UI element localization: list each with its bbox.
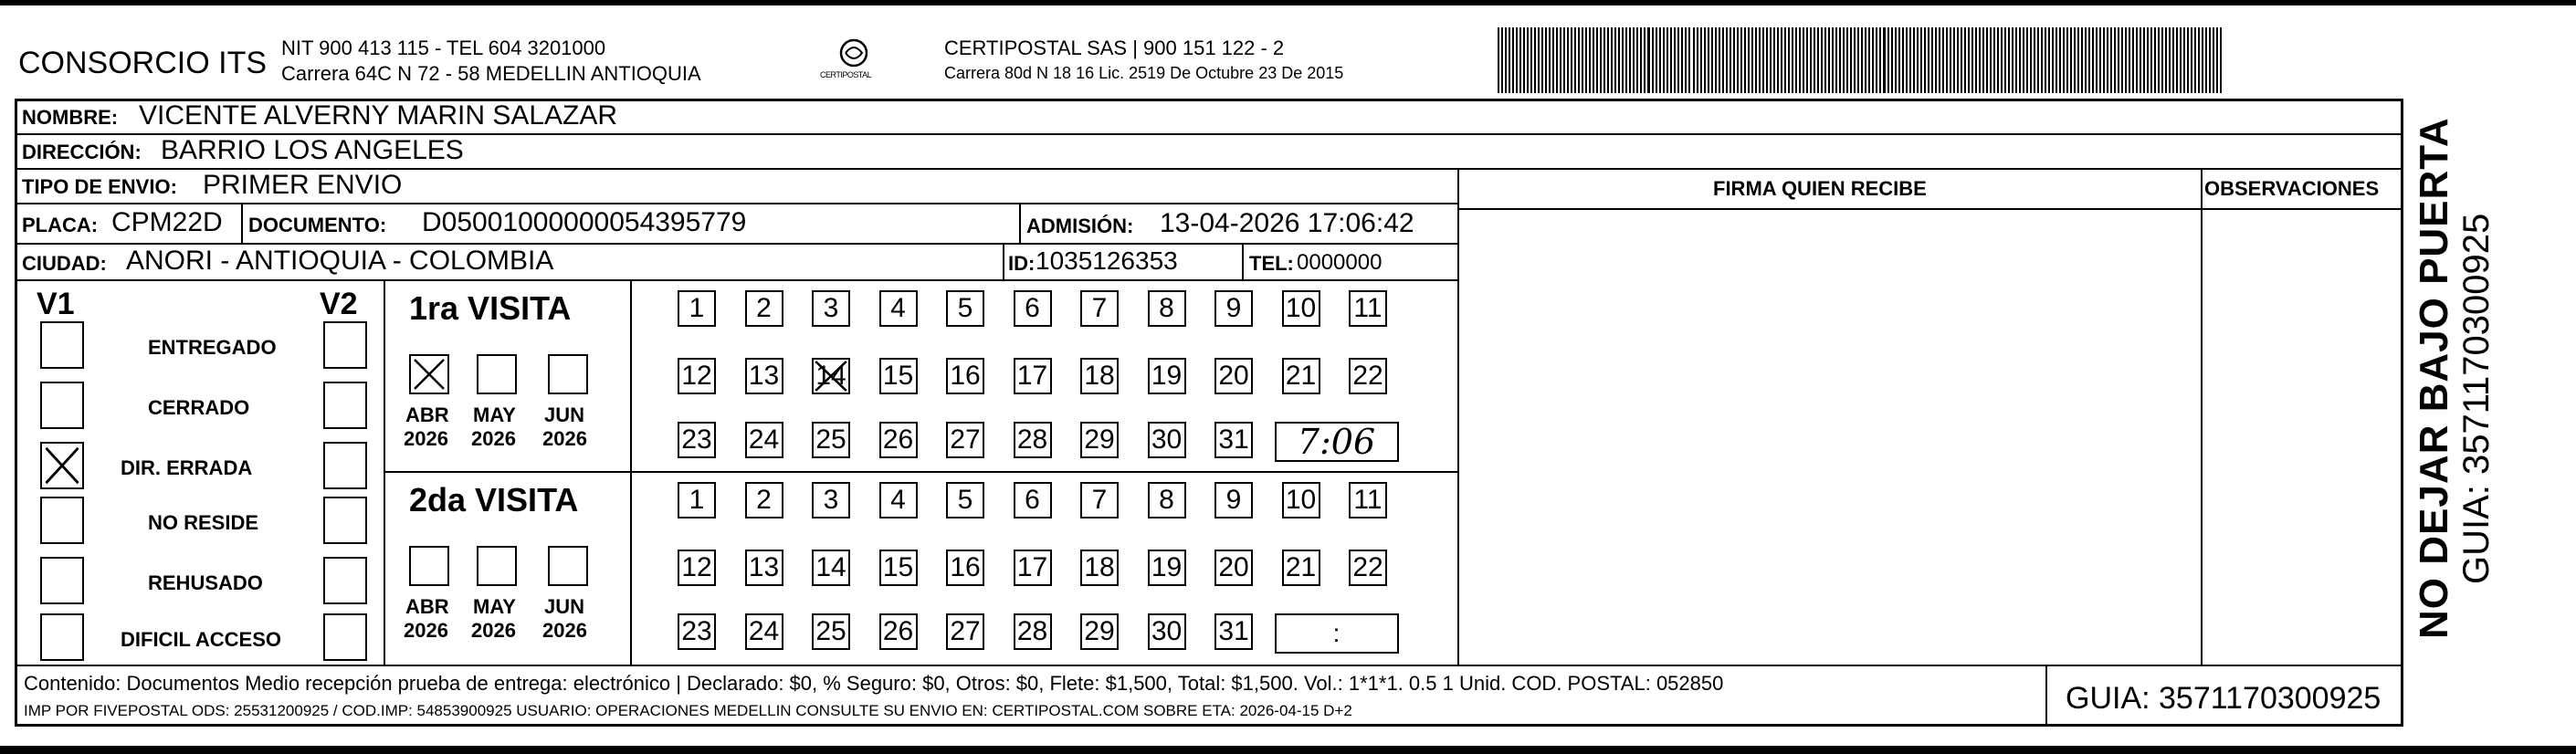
top-border bbox=[0, 0, 2576, 5]
day-box[interactable]: 27 bbox=[946, 613, 984, 650]
day-box[interactable]: 15 bbox=[879, 550, 918, 586]
day-box[interactable]: 26 bbox=[879, 613, 918, 650]
day-box[interactable]: 1 bbox=[678, 290, 716, 327]
day-box[interactable]: 14 bbox=[812, 550, 850, 586]
day-box[interactable]: 14 bbox=[812, 358, 850, 394]
day-box[interactable]: 18 bbox=[1080, 358, 1119, 394]
time-box[interactable]: : bbox=[1275, 613, 1399, 654]
month-checkbox[interactable] bbox=[548, 546, 588, 586]
month-checkbox[interactable] bbox=[409, 546, 449, 586]
month-checkbox[interactable] bbox=[477, 546, 517, 586]
day-box[interactable]: 21 bbox=[1282, 550, 1320, 586]
visit-title: 1ra VISITA bbox=[409, 289, 572, 327]
ciudad-value: ANORI - ANTIOQUIA - COLOMBIA bbox=[126, 246, 554, 276]
year-label: 2026 bbox=[542, 427, 587, 450]
day-box[interactable]: 2 bbox=[745, 290, 783, 327]
footer-contenido: Contenido: Documentos Medio recepción prueba de entrega: electrónico | Declarado: $0, % Seguro: $0, Otros: $0, Flete: $1,500, Total: $1,500. Vol.: 1*1*1. 0.5 1 Unid. COD. POSTAL: 052850 bbox=[24, 672, 1724, 695]
side-guia: GUIA: 3571170300925 bbox=[2456, 213, 2497, 584]
documento-value: D05001000000054395779 bbox=[422, 207, 747, 237]
day-box[interactable]: 13 bbox=[745, 550, 783, 586]
day-box[interactable]: 19 bbox=[1148, 550, 1186, 586]
column-observaciones: OBSERVACIONES bbox=[2204, 177, 2380, 200]
footer-guia: GUIA: 3571170300925 bbox=[2066, 681, 2381, 716]
column-firma: FIRMA QUIEN RECIBE bbox=[1713, 177, 1927, 200]
nombre-label: NOMBRE: bbox=[22, 106, 119, 129]
day-box[interactable]: 21 bbox=[1282, 358, 1320, 394]
v1-checkbox[interactable] bbox=[40, 497, 84, 544]
x-mark-icon bbox=[411, 356, 447, 393]
day-box[interactable]: 11 bbox=[1349, 482, 1387, 518]
month-label: ABR bbox=[405, 403, 449, 426]
day-box[interactable]: 12 bbox=[678, 550, 716, 586]
day-box[interactable]: 11 bbox=[1349, 290, 1387, 327]
v1-checkbox[interactable] bbox=[40, 557, 84, 604]
day-box[interactable]: 31 bbox=[1214, 613, 1253, 650]
month-checkbox[interactable] bbox=[409, 354, 449, 394]
day-box[interactable]: 30 bbox=[1148, 422, 1186, 458]
day-box[interactable]: 6 bbox=[1014, 290, 1052, 327]
day-box[interactable]: 5 bbox=[946, 482, 984, 518]
day-box[interactable]: 29 bbox=[1080, 422, 1119, 458]
v1-checkbox[interactable] bbox=[40, 321, 84, 369]
certipostal-line: CERTIPOSTAL SAS | 900 151 122 - 2 bbox=[944, 37, 1285, 59]
day-box[interactable]: 23 bbox=[678, 613, 716, 650]
day-box[interactable]: 16 bbox=[946, 550, 984, 586]
day-box[interactable]: 8 bbox=[1148, 290, 1186, 327]
day-box[interactable]: 17 bbox=[1014, 550, 1052, 586]
day-mark bbox=[812, 358, 850, 394]
day-box[interactable]: 2 bbox=[745, 482, 783, 518]
id-value: 1035126353 bbox=[1036, 246, 1178, 275]
status-label: DIFICIL ACCESO bbox=[121, 628, 282, 651]
day-box[interactable]: 3 bbox=[812, 482, 850, 518]
day-box[interactable]: 9 bbox=[1214, 290, 1253, 327]
v2-checkbox[interactable] bbox=[323, 557, 367, 604]
v1-checkbox[interactable] bbox=[40, 613, 84, 661]
day-box[interactable]: 8 bbox=[1148, 482, 1186, 518]
bottom-border bbox=[0, 746, 2576, 754]
day-box[interactable]: 1 bbox=[678, 482, 716, 518]
year-label: 2026 bbox=[404, 619, 448, 642]
day-box[interactable]: 25 bbox=[812, 422, 850, 458]
placa-value: CPM22D bbox=[111, 207, 223, 237]
day-box[interactable]: 4 bbox=[879, 482, 918, 518]
day-box[interactable]: 6 bbox=[1014, 482, 1052, 518]
day-box[interactable]: 18 bbox=[1080, 550, 1119, 586]
day-box[interactable]: 15 bbox=[879, 358, 918, 394]
month-label: JUN bbox=[544, 403, 585, 426]
tipo-value: PRIMER ENVIO bbox=[203, 170, 403, 200]
day-box[interactable]: 4 bbox=[879, 290, 918, 327]
day-box[interactable]: 19 bbox=[1148, 358, 1186, 394]
day-box[interactable]: 10 bbox=[1282, 290, 1320, 327]
x-mark-icon bbox=[812, 358, 850, 394]
day-box[interactable]: 16 bbox=[946, 358, 984, 394]
company-name: CONSORCIO ITS bbox=[18, 46, 268, 80]
id-label: ID: bbox=[1008, 252, 1036, 275]
day-box[interactable]: 29 bbox=[1080, 613, 1119, 650]
day-box[interactable]: 24 bbox=[745, 613, 783, 650]
certipostal-logo-icon bbox=[813, 37, 895, 91]
day-box[interactable]: 28 bbox=[1014, 422, 1052, 458]
day-box[interactable]: 30 bbox=[1148, 613, 1186, 650]
documento-label: DOCUMENTO: bbox=[248, 214, 387, 236]
direccion-value: BARRIO LOS ANGELES bbox=[161, 135, 464, 165]
placa-label: PLACA: bbox=[22, 214, 99, 236]
tipo-label: TIPO DE ENVIO: bbox=[22, 175, 177, 198]
status-label: ENTREGADO bbox=[148, 336, 277, 359]
day-box[interactable]: 22 bbox=[1349, 550, 1387, 586]
month-checkbox[interactable] bbox=[477, 354, 517, 394]
v1-checkbox[interactable] bbox=[40, 442, 84, 489]
company-address: Carrera 64C N 72 - 58 MEDELLIN ANTIOQUIA bbox=[281, 62, 701, 85]
side-text bbox=[2414, 18, 2542, 639]
year-label: 2026 bbox=[471, 427, 516, 450]
direccion-label: DIRECCIÓN: bbox=[22, 141, 142, 163]
visit-title: 2da VISITA bbox=[409, 481, 579, 518]
day-box[interactable]: 7 bbox=[1080, 290, 1119, 327]
year-label: 2026 bbox=[471, 619, 516, 642]
day-box[interactable]: 7 bbox=[1080, 482, 1119, 518]
barcode bbox=[1498, 27, 2228, 93]
day-box[interactable]: 5 bbox=[946, 290, 984, 327]
month-checkbox[interactable] bbox=[548, 354, 588, 394]
day-box[interactable]: 31 bbox=[1214, 422, 1253, 458]
day-box[interactable]: 25 bbox=[812, 613, 850, 650]
day-box[interactable]: 10 bbox=[1282, 482, 1320, 518]
month-label: ABR bbox=[405, 595, 449, 618]
year-label: 2026 bbox=[404, 427, 448, 450]
tel-value: 0000000 bbox=[1297, 250, 1383, 275]
day-box[interactable]: 22 bbox=[1349, 358, 1387, 394]
day-box[interactable]: 12 bbox=[678, 358, 716, 394]
day-box[interactable]: 20 bbox=[1214, 358, 1253, 394]
v1-header: V1 bbox=[37, 287, 75, 321]
admision-label: ADMISIÓN: bbox=[1026, 215, 1134, 237]
month-label: JUN bbox=[544, 595, 585, 618]
day-box[interactable]: 17 bbox=[1014, 358, 1052, 394]
admision-value: 13-04-2026 17:06:42 bbox=[1160, 208, 1414, 238]
tel-label: TEL: bbox=[1249, 252, 1294, 275]
v2-checkbox[interactable] bbox=[323, 321, 367, 369]
time-box[interactable]: 7:06 bbox=[1275, 422, 1399, 462]
v2-header: V2 bbox=[320, 287, 358, 321]
month-label: MAY bbox=[473, 595, 516, 618]
logo-text: CERTIPOSTAL bbox=[820, 70, 872, 79]
status-label: DIR. ERRADA bbox=[121, 456, 253, 479]
day-box[interactable]: 28 bbox=[1014, 613, 1052, 650]
v2-checkbox[interactable] bbox=[323, 497, 367, 544]
day-box[interactable]: 13 bbox=[745, 358, 783, 394]
v1-checkbox[interactable] bbox=[40, 382, 84, 429]
v2-checkbox[interactable] bbox=[323, 382, 367, 429]
year-label: 2026 bbox=[542, 619, 587, 642]
v2-checkbox[interactable] bbox=[323, 442, 367, 489]
status-label: CERRADO bbox=[148, 396, 250, 419]
x-mark-icon bbox=[42, 444, 82, 487]
status-label: REHUSADO bbox=[148, 571, 263, 594]
certipostal-address: Carrera 80d N 18 16 Lic. 2519 De Octubre 23 De 2015 bbox=[944, 64, 1344, 82]
footer-imp: IMP POR FIVEPOSTAL ODS: 25531200925 / COD.IMP: 54853900925 USUARIO: OPERACIONES MEDELLIN CONSULTE SU ENVIO EN: CERTIPOSTAL.COM SOBRE ETA: 2026-04-15 D+2 bbox=[24, 702, 1352, 719]
day-box[interactable]: 24 bbox=[745, 422, 783, 458]
ciudad-label: CIUDAD: bbox=[22, 252, 107, 275]
day-box[interactable]: 9 bbox=[1214, 482, 1253, 518]
status-label: NO RESIDE bbox=[148, 511, 259, 534]
company-nit: NIT 900 413 115 - TEL 604 3201000 bbox=[281, 37, 606, 59]
month-label: MAY bbox=[473, 403, 516, 426]
certipostal-logo bbox=[813, 37, 895, 91]
day-box[interactable]: 3 bbox=[812, 290, 850, 327]
day-box[interactable]: 27 bbox=[946, 422, 984, 458]
day-box[interactable]: 23 bbox=[678, 422, 716, 458]
v2-checkbox[interactable] bbox=[323, 613, 367, 661]
day-box[interactable]: 26 bbox=[879, 422, 918, 458]
day-box[interactable]: 20 bbox=[1214, 550, 1253, 586]
nombre-value: VICENTE ALVERNY MARIN SALAZAR bbox=[139, 100, 618, 131]
no-dejar-bajo-puerta: NO DEJAR BAJO PUERTA bbox=[2412, 117, 2456, 639]
